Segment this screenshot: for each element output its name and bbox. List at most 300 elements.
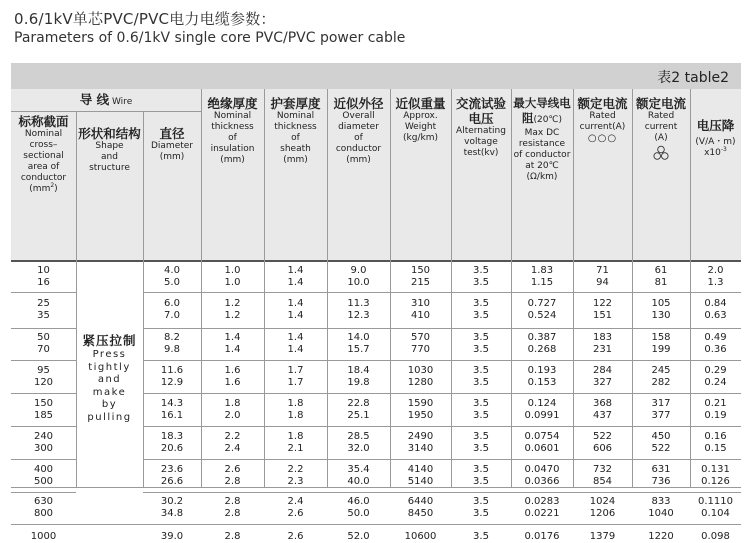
cell-value: 15.7 — [347, 344, 370, 355]
cell-value: 0.24 — [704, 376, 727, 388]
cell-value: 377 — [651, 409, 671, 421]
cell-value: 854 — [592, 475, 613, 487]
cell-value: 3.5 — [473, 376, 489, 388]
cell-value: 39.0 — [160, 530, 184, 542]
column-divider — [573, 89, 574, 488]
column-divider — [632, 89, 633, 488]
cell-value: 606 — [592, 442, 613, 454]
cell-value: 122 — [592, 298, 613, 309]
cell-insulation — [201, 531, 264, 543]
cell-cross-section — [11, 365, 76, 389]
cell-value: 1.2 — [224, 310, 241, 321]
cell-value: 28.5 — [347, 430, 370, 442]
cell-value: 2.2 — [224, 430, 241, 442]
cell-insulation — [201, 298, 264, 322]
cell-current-trefoil — [632, 365, 690, 389]
cell-overall-diameter — [327, 365, 390, 389]
cell-value: 81 — [654, 276, 668, 288]
cell-sheath — [264, 365, 327, 389]
cell-value: 732 — [592, 463, 613, 475]
cell-value: 0.0176 — [524, 530, 560, 542]
row-divider — [143, 328, 741, 329]
cell-current-flat — [573, 464, 632, 488]
cell-current-trefoil — [632, 531, 690, 543]
cell-value: 631 — [651, 463, 671, 475]
title-chinese: 0.6/1kV单芯PVC/PVC电力电缆参数： — [14, 10, 276, 28]
cell-value: 300 — [33, 442, 54, 454]
cell-value: 0.153 — [527, 376, 557, 388]
cell-value: 437 — [592, 409, 613, 421]
cell-value: 120 — [33, 376, 54, 388]
cell-value: 1000 — [30, 530, 57, 542]
cell-voltage-drop — [690, 365, 741, 389]
cell-value: 95 — [37, 364, 50, 376]
cell-diameter — [143, 464, 201, 488]
cell-resistance — [511, 265, 573, 289]
cell-value: 1.4 — [287, 310, 304, 321]
cell-current-flat — [573, 365, 632, 389]
cell-value: 1.4 — [287, 332, 304, 343]
cell-value: 0.0283 — [524, 496, 560, 507]
cell-value: 4.0 — [164, 264, 180, 276]
cell-test-voltage — [451, 531, 511, 543]
header-max-resistance: 最大导线电 阻(20℃) Max DC resistance of conductor at 20℃ (Ω/km) — [513, 96, 571, 182]
cell-voltage-drop — [690, 464, 741, 488]
cell-value: 3.5 — [473, 332, 489, 343]
process-cell: 紧压拉制 Press tightly and make by pulling — [82, 333, 137, 423]
row-divider — [143, 426, 741, 427]
cell-value: 0.21 — [704, 397, 727, 409]
cell-value: 1206 — [589, 508, 616, 519]
cell-value: 7.0 — [164, 310, 180, 321]
cell-value: 3.5 — [473, 463, 489, 475]
cell-value: 3.5 — [473, 409, 489, 421]
cell-test-voltage — [451, 398, 511, 422]
row-divider — [11, 292, 76, 293]
cell-value: 158 — [651, 332, 671, 343]
cell-value: 2.8 — [224, 508, 241, 519]
cell-value: 23.6 — [160, 463, 184, 475]
cell-resistance — [511, 464, 573, 488]
cell-value: 18.3 — [160, 430, 184, 442]
cell-value: 0.0754 — [524, 430, 560, 442]
cell-value: 3.5 — [473, 397, 489, 409]
cell-test-voltage — [451, 365, 511, 389]
cell-current-trefoil — [632, 464, 690, 488]
cell-voltage-drop — [690, 398, 741, 422]
cell-value: 2.0 — [707, 264, 724, 276]
cell-value: 199 — [651, 344, 671, 355]
cell-value: 284 — [592, 364, 613, 376]
cell-value: 150 — [410, 264, 431, 276]
cell-value: 50 — [37, 332, 50, 343]
cell-value: 1220 — [648, 530, 674, 542]
cell-weight — [390, 531, 451, 543]
cell-value: 736 — [651, 475, 671, 487]
cell-value: 368 — [592, 397, 613, 409]
cell-value: 16 — [37, 276, 50, 288]
header-nominal-cross-section: 标称截面 Nominal cross– sectional area of conductor $(mm^2)$ — [18, 114, 69, 194]
row-divider — [143, 459, 741, 460]
table-label: 表2 table2 — [657, 70, 729, 86]
cell-value: 240 — [33, 430, 54, 442]
cell-value: 46.0 — [347, 496, 370, 507]
cell-value: 19.8 — [347, 376, 370, 388]
cell-value: 522 — [651, 442, 671, 454]
cell-diameter — [143, 332, 201, 356]
cell-value: 0.131 — [701, 463, 730, 475]
cell-sheath — [264, 298, 327, 322]
cell-overall-diameter — [327, 531, 390, 543]
column-divider — [451, 89, 452, 488]
cell-value: 34.8 — [160, 508, 184, 519]
cell-sheath — [264, 265, 327, 289]
cell-value: 1.8 — [287, 430, 304, 442]
cell-value: 61 — [654, 264, 668, 276]
cell-value: 0.29 — [704, 364, 727, 376]
cell-insulation — [201, 464, 264, 488]
column-divider — [327, 89, 328, 488]
cell-current-trefoil — [632, 265, 690, 289]
cell-value: 1.15 — [530, 276, 554, 288]
cell-weight — [390, 298, 451, 322]
cell-value: 1.7 — [287, 364, 304, 376]
cell-value: 500 — [33, 475, 54, 487]
column-divider — [76, 111, 77, 488]
cell-value: 18.4 — [347, 364, 370, 376]
cell-value: 0.16 — [704, 430, 727, 442]
cell-diameter — [143, 496, 201, 520]
cell-value: 2.2 — [287, 463, 304, 475]
cell-value: 1.4 — [287, 276, 304, 288]
cell-value: 0.84 — [704, 298, 727, 309]
cell-value: 71 — [596, 264, 609, 276]
cell-current-trefoil — [632, 496, 690, 520]
row-divider — [143, 524, 741, 525]
cell-value: 3.5 — [473, 430, 489, 442]
cell-insulation — [201, 398, 264, 422]
header-rated-current-flat: 额定电流 Rated current(A) ○○○ — [573, 96, 632, 144]
cell-value: 2.8 — [224, 475, 241, 487]
cell-cross-section — [11, 431, 76, 455]
cell-value: 10600 — [404, 530, 437, 542]
cell-value: 2.0 — [224, 409, 241, 421]
cell-value: 0.19 — [704, 409, 727, 421]
cell-value: 327 — [592, 376, 613, 388]
cell-value: 2.6 — [287, 508, 304, 519]
cell-value: 3.5 — [473, 508, 489, 519]
cell-value: 1040 — [648, 508, 674, 519]
cell-insulation — [201, 496, 264, 520]
cell-value: 5140 — [407, 475, 434, 487]
cell-weight — [390, 431, 451, 455]
cell-value: 1.8 — [287, 397, 304, 409]
cell-weight — [390, 365, 451, 389]
header-sheath-thickness: 护套厚度 Nominal thickness of sheath (mm) — [270, 96, 321, 165]
cell-value: 8.2 — [164, 332, 180, 343]
cell-value: 1.3 — [707, 276, 724, 288]
cell-current-flat — [573, 496, 632, 520]
cell-value: 570 — [410, 332, 431, 343]
cell-voltage-drop — [690, 496, 741, 520]
cell-current-flat — [573, 398, 632, 422]
cell-value: 9.0 — [350, 264, 367, 276]
cell-overall-diameter — [327, 398, 390, 422]
cell-overall-diameter — [327, 464, 390, 488]
cell-value: 6.0 — [164, 298, 180, 309]
cell-sheath — [264, 531, 327, 543]
cell-cross-section — [11, 398, 76, 422]
cell-value: 10.0 — [347, 276, 370, 288]
cell-sheath — [264, 464, 327, 488]
cell-insulation — [201, 431, 264, 455]
cell-resistance — [511, 298, 573, 322]
cell-sheath — [264, 398, 327, 422]
cell-current-flat — [573, 431, 632, 455]
cell-value: 183 — [592, 332, 613, 343]
title-english: Parameters of 0.6/1kV single core PVC/PVC power cable — [14, 30, 406, 46]
header-insulation-thickness: 绝缘厚度 Nominal thickness of insulation (mm) — [207, 96, 258, 165]
cell-value: 0.124 — [527, 397, 557, 409]
cell-value: 0.0601 — [524, 442, 560, 454]
cell-value: 2.4 — [224, 442, 241, 454]
cell-value: 833 — [651, 496, 671, 507]
cell-value: 4140 — [407, 463, 434, 475]
cell-current-flat — [573, 332, 632, 356]
cell-value: 2.3 — [287, 475, 304, 487]
cell-value: 215 — [410, 276, 431, 288]
header-conductor-group: 导 线 Wire — [79, 92, 133, 107]
cell-insulation — [201, 265, 264, 289]
cell-value: 1.6 — [224, 376, 241, 388]
header-rated-current-trefoil: 额定电流 Rated current (A) — [632, 96, 690, 161]
cell-value: 94 — [596, 276, 609, 288]
cell-voltage-drop — [690, 431, 741, 455]
cell-value: 35.4 — [347, 463, 370, 475]
cell-value: 1.2 — [224, 298, 241, 309]
row-divider — [11, 524, 76, 525]
trefoil-formation-icon — [651, 145, 671, 161]
table-label-band — [11, 63, 741, 89]
cell-value: 1.8 — [287, 409, 304, 421]
cell-cross-section — [11, 531, 76, 543]
cell-value: 3140 — [407, 442, 434, 454]
cell-value: 14.3 — [160, 397, 184, 409]
cell-value: 2.8 — [224, 496, 241, 507]
cell-value: 11.6 — [160, 364, 184, 376]
cell-value: 630 — [33, 496, 54, 507]
column-divider — [143, 111, 144, 488]
cell-diameter — [143, 398, 201, 422]
cell-test-voltage — [451, 265, 511, 289]
cell-value: 22.8 — [347, 397, 370, 409]
cell-value: 231 — [592, 344, 613, 355]
cell-current-trefoil — [632, 431, 690, 455]
cell-value: 800 — [33, 508, 54, 519]
cell-value: 11.3 — [347, 298, 370, 309]
cell-value: 2.8 — [224, 530, 241, 542]
cell-resistance — [511, 365, 573, 389]
row-divider — [11, 328, 76, 329]
cell-value: 3.5 — [473, 298, 489, 309]
cell-value: 25 — [37, 298, 50, 309]
cell-value: 0.387 — [527, 332, 557, 343]
cell-value: 35 — [37, 310, 50, 321]
cell-weight — [390, 398, 451, 422]
cell-cross-section — [11, 464, 76, 488]
cell-value: 282 — [651, 376, 671, 388]
cell-value: 1.83 — [530, 264, 554, 276]
cell-value: 0.104 — [701, 508, 730, 519]
cell-value: 1950 — [407, 409, 434, 421]
cell-value: 1.7 — [287, 376, 304, 388]
cell-diameter — [143, 265, 201, 289]
cell-value: 310 — [410, 298, 431, 309]
cell-value: 0.0221 — [524, 508, 560, 519]
cell-current-trefoil — [632, 398, 690, 422]
cell-weight — [390, 265, 451, 289]
cell-current-trefoil — [632, 298, 690, 322]
header-approx-weight: 近似重量 Approx. Weight (kg/km) — [395, 96, 446, 143]
cell-value: 14.0 — [347, 332, 370, 343]
cell-diameter — [143, 365, 201, 389]
cell-value: 50.0 — [347, 508, 370, 519]
cell-value: 12.3 — [347, 310, 370, 321]
cell-value: 5.0 — [164, 276, 180, 288]
cell-value: 1280 — [407, 376, 434, 388]
cell-value: 0.268 — [527, 344, 557, 355]
cell-value: 0.1110 — [698, 496, 733, 507]
cell-value: 0.0991 — [524, 409, 560, 421]
cell-value: 0.727 — [527, 298, 557, 309]
cell-value: 2.1 — [287, 442, 304, 454]
cell-value: 0.36 — [704, 344, 727, 355]
cell-weight — [390, 464, 451, 488]
cell-value: 0.15 — [704, 442, 727, 454]
column-divider — [390, 89, 391, 488]
cell-value: 185 — [33, 409, 54, 421]
cell-value: 20.6 — [160, 442, 184, 454]
cell-voltage-drop — [690, 332, 741, 356]
cell-resistance — [511, 332, 573, 356]
cell-value: 1.6 — [224, 364, 241, 376]
cell-value: 32.0 — [347, 442, 370, 454]
cell-value: 2490 — [407, 430, 434, 442]
cell-value: 3.5 — [473, 264, 489, 276]
cell-cross-section — [11, 298, 76, 322]
cell-sheath — [264, 496, 327, 520]
cell-value: 130 — [651, 310, 671, 321]
cell-value: 40.0 — [347, 475, 370, 487]
cell-value: 3.5 — [473, 364, 489, 376]
cell-value: 400 — [33, 463, 54, 475]
cell-value: 1379 — [589, 530, 616, 542]
cell-value: 105 — [651, 298, 671, 309]
cell-value: 0.098 — [701, 530, 730, 542]
cell-value: 8450 — [407, 508, 434, 519]
cell-overall-diameter — [327, 332, 390, 356]
row-divider — [11, 393, 76, 394]
column-divider — [690, 89, 691, 488]
cell-weight — [390, 332, 451, 356]
cell-voltage-drop — [690, 531, 741, 543]
cell-value: 16.1 — [160, 409, 184, 421]
cell-value: 1030 — [407, 364, 434, 376]
cell-test-voltage — [451, 332, 511, 356]
cell-insulation — [201, 332, 264, 356]
cell-value: 0.0470 — [524, 463, 560, 475]
cell-value: 3.5 — [473, 310, 489, 321]
cell-sheath — [264, 332, 327, 356]
cell-resistance — [511, 398, 573, 422]
cell-value: 245 — [651, 364, 671, 376]
cell-cross-section — [11, 332, 76, 356]
row-divider — [143, 360, 741, 361]
cell-current-flat — [573, 531, 632, 543]
cell-test-voltage — [451, 496, 511, 520]
row-divider — [11, 360, 76, 361]
cell-overall-diameter — [327, 265, 390, 289]
header-overall-diameter: 近似外径 Overall diameter of conductor (mm) — [333, 96, 384, 165]
cell-resistance — [511, 531, 573, 543]
cell-overall-diameter — [327, 496, 390, 520]
cell-value: 1.4 — [287, 264, 304, 276]
column-divider — [511, 89, 512, 488]
cell-resistance — [511, 431, 573, 455]
cell-value: 70 — [37, 344, 50, 355]
table-bottom-border — [11, 487, 741, 488]
cell-value: 30.2 — [160, 496, 184, 507]
row-divider — [143, 393, 741, 394]
cell-value: 317 — [651, 397, 671, 409]
cell-diameter — [143, 431, 201, 455]
cell-voltage-drop — [690, 298, 741, 322]
cell-current-flat — [573, 298, 632, 322]
cell-value: 2.6 — [287, 530, 304, 542]
cell-insulation — [201, 365, 264, 389]
row-divider — [76, 524, 143, 525]
cell-value: 0.193 — [527, 364, 557, 376]
cell-value: 1.4 — [287, 344, 304, 355]
cell-value: 1.8 — [224, 397, 241, 409]
cell-value: 2.4 — [287, 496, 304, 507]
cell-value: 151 — [592, 310, 613, 321]
cell-value: 0.0366 — [524, 475, 560, 487]
cell-cross-section — [11, 265, 76, 289]
header-group-divider — [11, 111, 201, 112]
cell-value: 0.49 — [704, 332, 727, 343]
cell-sheath — [264, 431, 327, 455]
cell-value: 1.0 — [224, 264, 241, 276]
cell-diameter — [143, 531, 201, 543]
cell-value: 3.5 — [473, 344, 489, 355]
cell-value: 9.8 — [164, 344, 180, 355]
cell-value: 522 — [592, 430, 613, 442]
cell-value: 1024 — [589, 496, 616, 507]
header-shape-structure: 形状和结构 Shape and structure — [78, 126, 141, 173]
row-divider — [143, 292, 741, 293]
parameter-table — [11, 63, 741, 542]
cell-value: 3.5 — [473, 475, 489, 487]
cell-resistance — [511, 496, 573, 520]
cell-value: 410 — [410, 310, 431, 321]
cell-value: 150 — [33, 397, 54, 409]
flat-formation-icon: ○○○ — [587, 133, 618, 144]
cell-diameter — [143, 298, 201, 322]
cell-weight — [390, 496, 451, 520]
cell-value: 1.4 — [224, 332, 241, 343]
cell-value: 1.0 — [224, 276, 241, 288]
